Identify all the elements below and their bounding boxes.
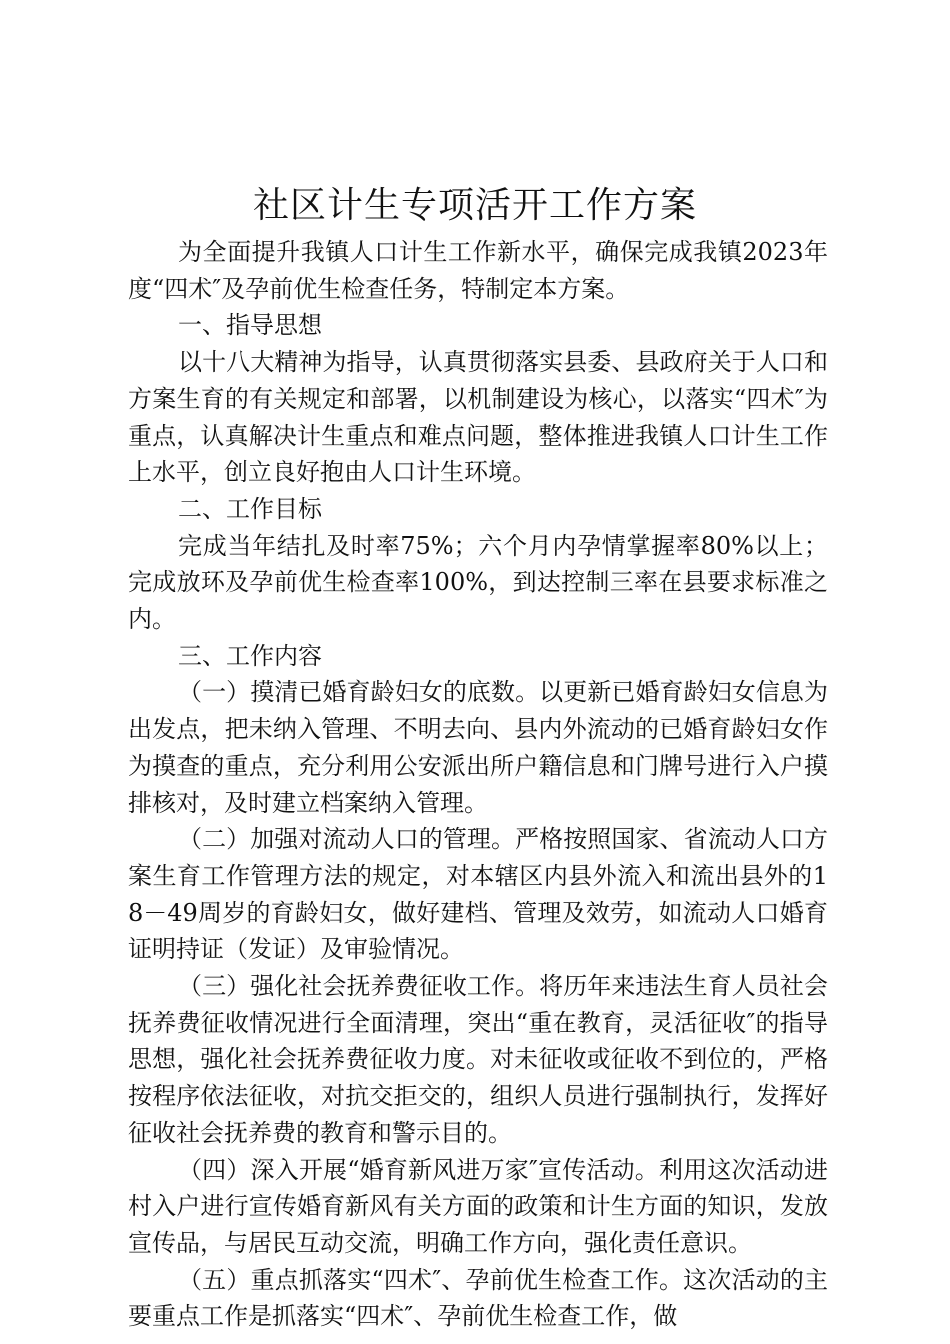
work-item-4: （四）深入开展“婚育新风进万家″宣传活动。利用这次活动进村入户进行宣传婚育新风有关方面的政策和计生方面的知识，发放宣传品，与居民互动交流，明确工作方向，强化责任意识。 xyxy=(128,1155,828,1257)
work-item-5: （五）重点抓落实“四术″、孕前优生检查工作。这次活动的主要重点工作是抓落实“四术″、孕前优生检查工作，做 xyxy=(128,1265,828,1331)
section-heading-work-goals: 二、工作目标 xyxy=(178,494,322,523)
section-heading-work-content: 三、工作内容 xyxy=(178,641,322,670)
guiding-thought-paragraph: 以十八大精神为指导，认真贯彻落实县委、县政府关于人口和方案生育的有关规定和部署，以机制建设为核心，以落实“四术″为重点，认真解决计生重点和难点问题，整体推进我镇人口计生工作上水平，创立良好抱由人口计生环境。 xyxy=(128,348,828,487)
work-goals-paragraph: 完成当年结扎及时率75%；六个月内孕情掌握率80%以上；完成放环及孕前优生检查率100%，到达控制三率在县要求标准之内。 xyxy=(128,531,828,634)
document-title: 社区计生专项活开工作方案 xyxy=(252,185,697,226)
intro-paragraph: 为全面提升我镇人口计生工作新水平，确保完成我镇2023年度“四术″及孕前优生检查任务，特制定本方案。 xyxy=(128,238,828,303)
document-body xyxy=(128,234,828,1335)
work-item-1: （一）摸清已婚育龄妇女的底数。以更新已婚育龄妇女信息为出发点，把未纳入管理、不明去向、县内外流动的已婚育龄妇女作为摸查的重点，充分利用公安派出所户籍信息和门牌号进行入户摸排核对，及时建立档案纳入管理。 xyxy=(128,678,828,817)
work-item-3: （三）强化社会抚养费征收工作。将历年来违法生育人员社会抚养费征收情况进行全面清理，突出“重在教育，灵活征收″的指导思想，强化社会抚养费征收力度。对未征收或征收不到位的，严格按程序依法征收，对抗交拒交的，组织人员进行强制执行，发挥好征收社会抚养费的教育和警示目的。 xyxy=(128,972,828,1147)
work-item-2: （二）加强对流动人口的管理。严格按照国家、省流动人口方案生育工作管理方法的规定，对本辖区内县外流入和流出县外的18－49周岁的育龄妇女，做好建档、管理及效劳，如流动人口婚育证明持证（发证）及审验情况。 xyxy=(128,825,828,964)
section-heading-guiding-thought: 一、指导思想 xyxy=(178,311,322,340)
